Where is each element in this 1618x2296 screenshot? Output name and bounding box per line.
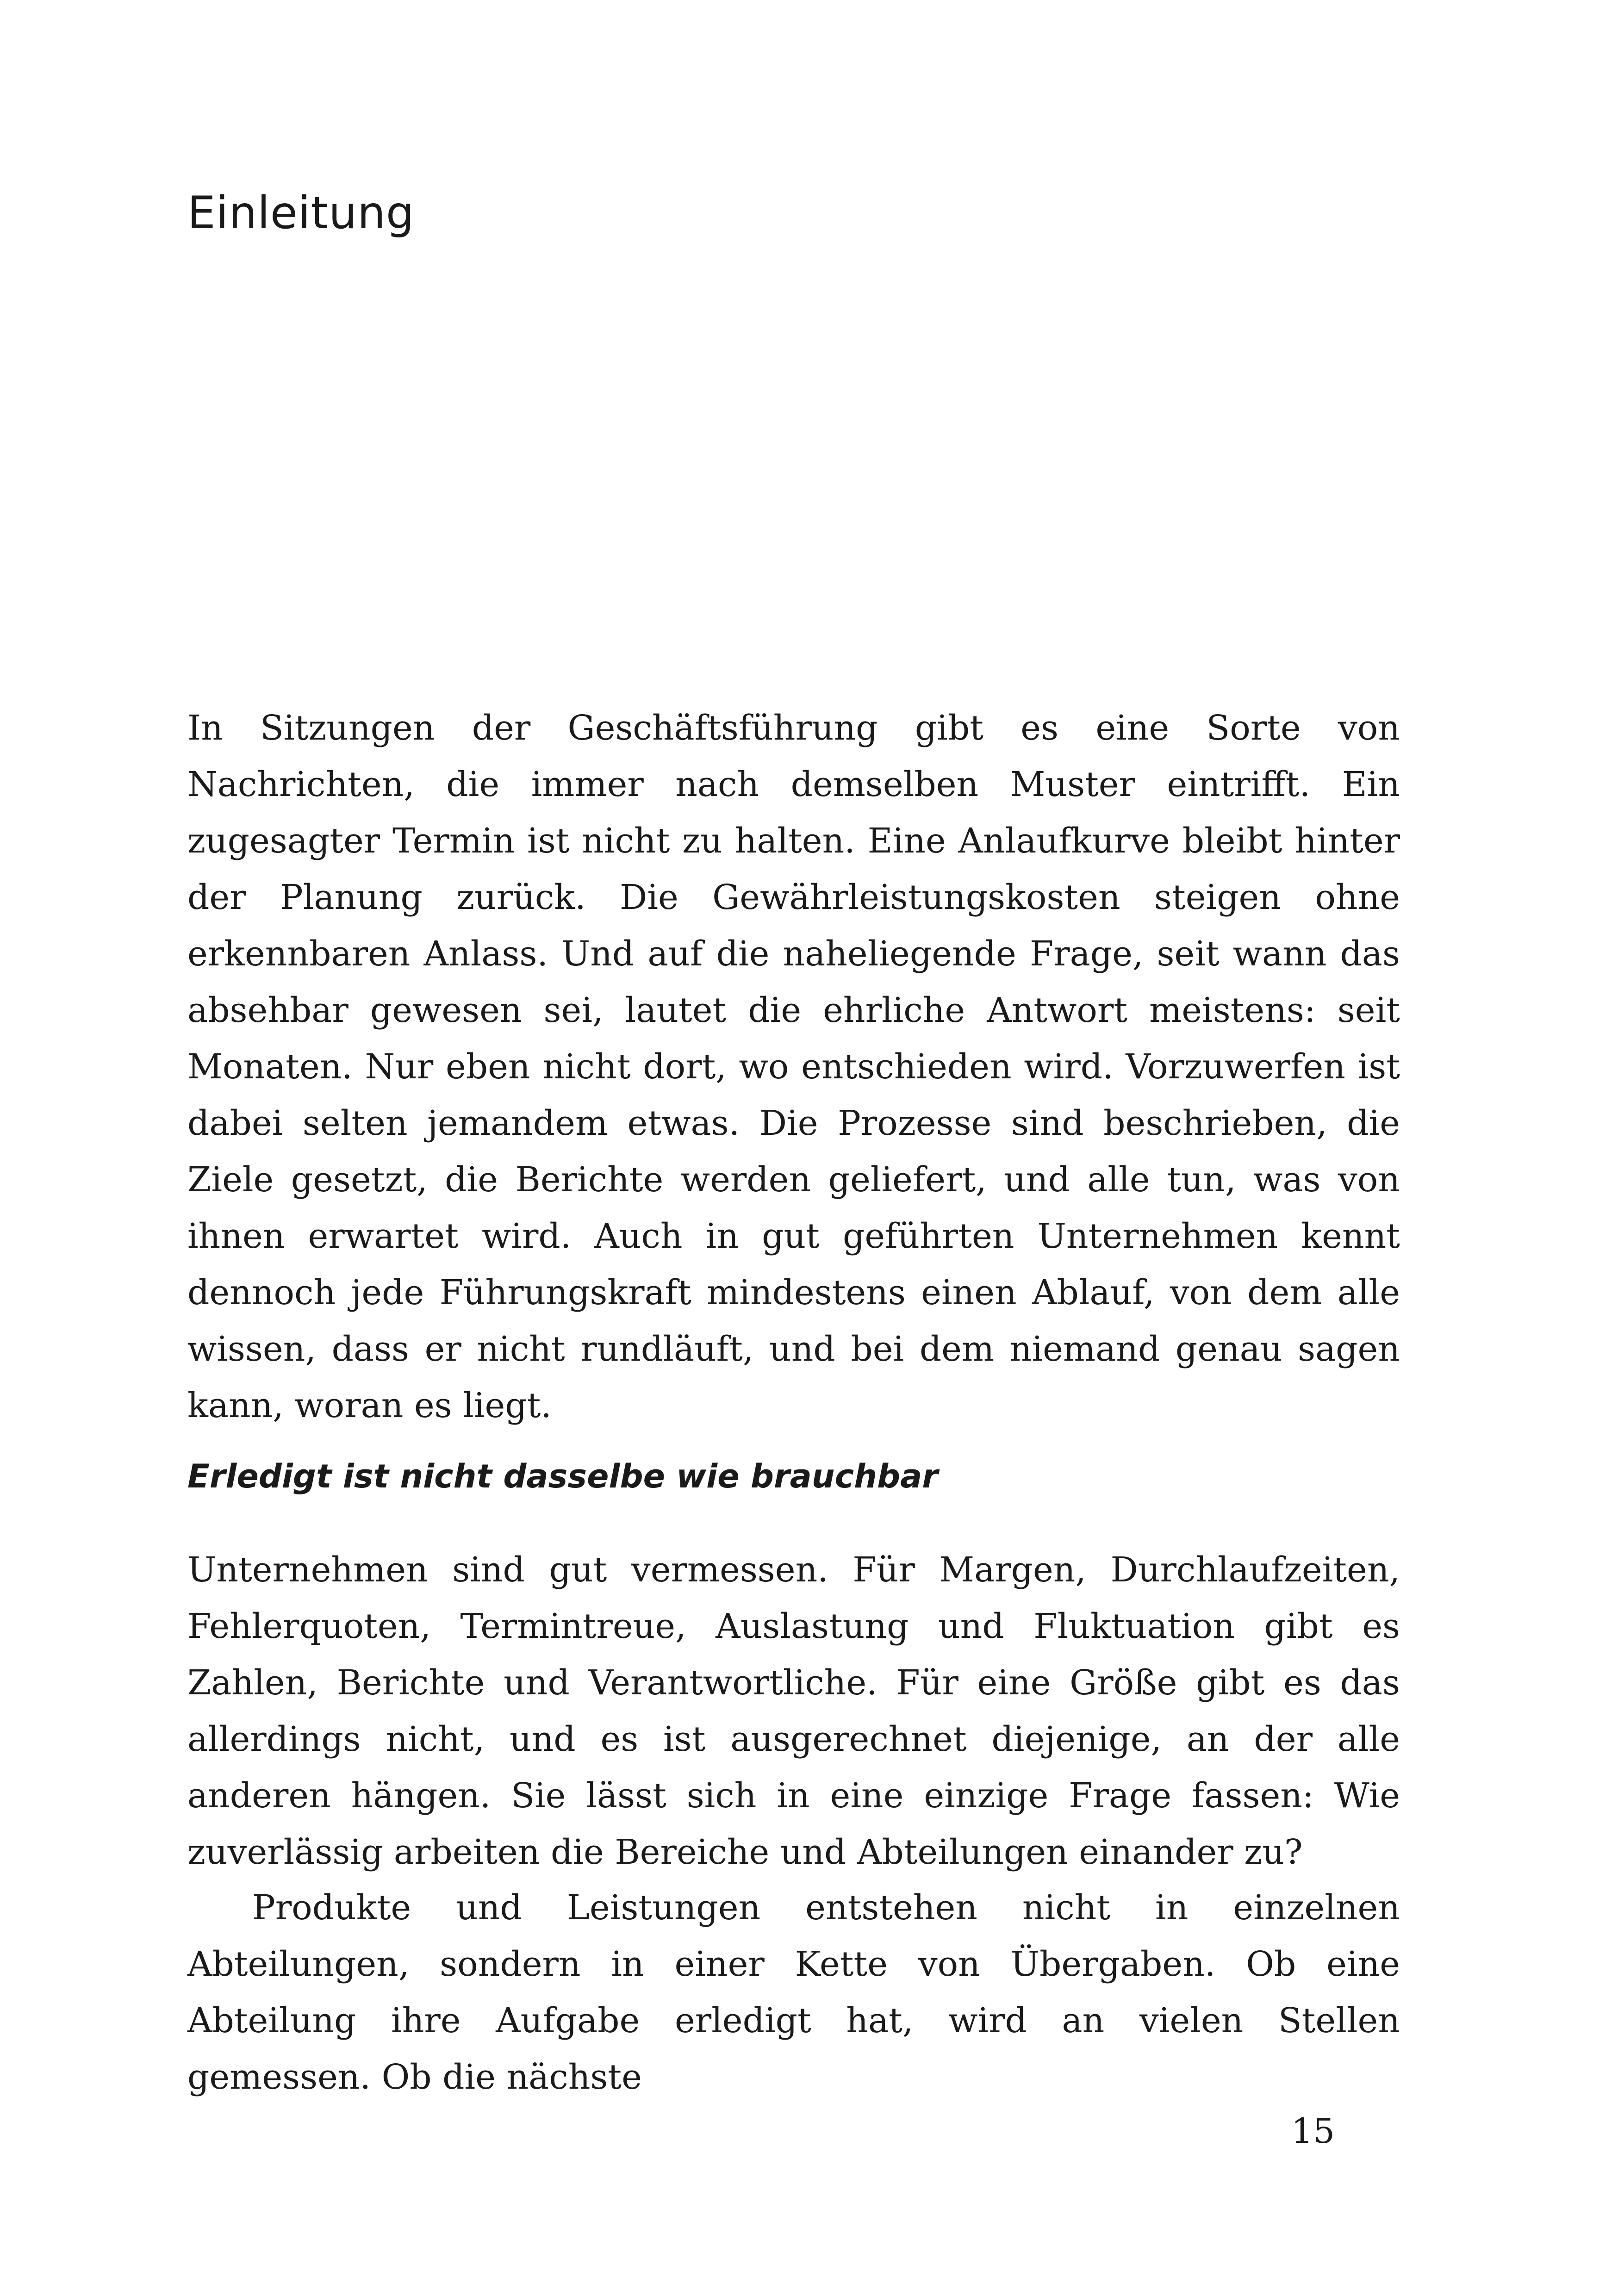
section-paragraph-2: Produkte und Leistungen entstehen nicht in einzelnen Abteilungen, sondern in einer Kette von Übergaben. Ob eine Abteilung ihre Aufgabe erledigt hat, wird an vielen Stellen gemessen. Ob die nächste [187, 1888, 1400, 2097]
intro-paragraph: In Sitzungen der Geschäftsführung gibt es eine Sorte von Nachrichten, die immer nach demselben Muster eintrifft. Ein zugesagter Termin ist nicht zu halten. Eine Anlaufkurve bleibt hinter der Planung zurück. Die Gewährleistungskosten steigen ohne erkennbaren Anlass. Und auf die naheliegende Frage, seit wann das absehbar gewesen sei, lautet die ehrliche Antwort meistens: seit Monaten. Nur eben nicht dort, wo entschieden wird. Vorzuwerfen ist dabei selten jemandem etwas. Die Prozesse sind beschrieben, die Ziele gesetzt, die Berichte werden geliefert, und alle tun, was von ihnen erwartet wird. Auch in gut geführten Unternehmen kennt dennoch jede Führungskraft mindestens einen Ablauf, von dem alle wissen, dass er nicht rundläuft, und bei dem niemand genau sagen kann, woran es liegt. [187, 708, 1400, 1425]
section-heading: Erledigt ist nicht dasselbe wie brauchbar [187, 1457, 938, 1495]
section-paragraph-1: Unternehmen sind gut vermessen. Für Margen, Durchlaufzeiten, Fehlerquoten, Termintreue, Auslastung und Fluktuation gibt es Zahlen, Berichte und Verantwortliche. Für eine Größe gibt es das allerdings nicht, und es ist ausgerechnet diejenige, an der alle anderen hängen. Sie lässt sich in eine einzige Frage fassen: Wie zuverlässig arbeiten die Bereiche und Abteilungen einander zu? [187, 1550, 1400, 1872]
page-number: 15 [1291, 2111, 1335, 2151]
chapter-title: Einleitung [187, 187, 415, 239]
